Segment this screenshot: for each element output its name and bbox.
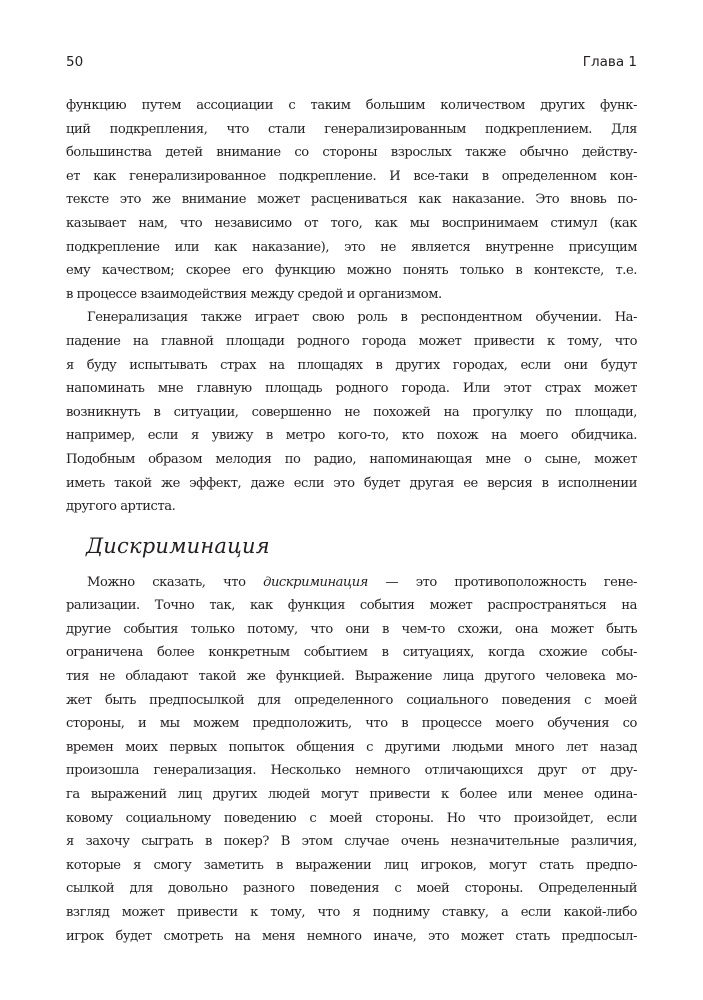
text-line: ему качеством; скорее его функцию можно понять только в контексте, т.е. bbox=[66, 263, 637, 279]
text-line: игрок будет смотреть на меня немного иначе, это может стать предпосыл- bbox=[66, 928, 637, 944]
page-number: 50 bbox=[66, 54, 84, 70]
text-line: большинства детей внимание со стороны взрослых также обычно действу- bbox=[66, 145, 637, 161]
text-line: жет быть предпосылкой для определенного социального поведения с моей bbox=[66, 692, 637, 708]
text-line: иметь такой же эффект, даже если это будет другая ее версия в исполнении bbox=[66, 475, 637, 491]
section-heading: Дискриминация bbox=[86, 533, 270, 558]
text-line: ковому социальному поведению с моей стороны. Но что произойдет, если bbox=[66, 810, 637, 826]
text-line: времен моих первых попыток общения с другими людьми много лет назад bbox=[66, 739, 637, 755]
text-line: подкрепление или как наказание), это не является внутренне присущим bbox=[66, 239, 637, 255]
text-line: сылкой для довольно разного поведения с моей стороны. Определенный bbox=[66, 881, 637, 897]
text-line: взгляд может привести к тому, что я подниму ставку, а если какой-либо bbox=[66, 905, 637, 920]
text-line: Генерализация также играет свою роль в респондентном обучении. На- bbox=[87, 310, 637, 326]
text-line: тия не обладают такой же функцией. Выражение лица другого человека мо- bbox=[66, 669, 637, 685]
text-line: стороны, и мы можем предположить, что в процессе моего обучения со bbox=[66, 716, 637, 732]
text-line: которые я смогу заметить в выражении лиц игроков, могут стать предпо- bbox=[66, 857, 637, 873]
text-line bbox=[66, 571, 637, 595]
paragraph bbox=[66, 306, 637, 518]
running-header bbox=[66, 54, 637, 70]
paragraph bbox=[66, 94, 637, 306]
page-body bbox=[66, 94, 637, 948]
text-run: Можно сказать, что bbox=[87, 574, 264, 590]
text-line: например, если я увижу в метро кого-то, кто похож на моего обидчика. bbox=[66, 428, 637, 444]
chapter-title: Глава 1 bbox=[582, 54, 637, 70]
text-line: другого артиста. bbox=[66, 499, 176, 515]
emphasis-term: дискриминация bbox=[263, 574, 368, 590]
text-line: другие события только потому, что они в чем-то схожи, она может быть bbox=[66, 621, 637, 637]
text-line: в процессе взаимодействия между средой и организмом. bbox=[66, 286, 442, 302]
text-line: возникнуть в ситуации, совершенно не похожей на прогулку по площади, bbox=[66, 404, 637, 420]
text-line: ций подкрепления, что стали генерализированным подкреплением. Для bbox=[66, 121, 637, 137]
text-line: ет как генерализированное подкрепление. И все-таки в определенном кон- bbox=[66, 168, 637, 184]
text-line: ограничена более конкретным событием в ситуациях, когда схожие собы- bbox=[66, 645, 637, 661]
text-line: произошла генерализация. Несколько немного отличающихся друг от дру- bbox=[66, 763, 637, 779]
text-line: падение на главной площади родного города может привести к тому, что bbox=[66, 333, 637, 349]
text-run: — это противоположность гене- bbox=[367, 574, 637, 590]
paragraph bbox=[66, 571, 637, 949]
text-line: казывает нам, что независимо от того, как мы воспринимаем стимул (как bbox=[66, 215, 637, 231]
text-line: напоминать мне главную площадь родного города. Или этот страх может bbox=[66, 381, 637, 397]
text-line: Подобным образом мелодия по радио, напоминающая мне о сыне, может bbox=[66, 451, 637, 467]
text-line: рализации. Точно так, как функция события может распространяться на bbox=[66, 598, 637, 614]
text-line: функцию путем ассоциации с таким большим количеством других функ- bbox=[66, 98, 637, 113]
text-line: га выражений лиц других людей могут привести к более или менее одина- bbox=[66, 787, 637, 803]
text-line: тексте это же внимание может расцениваться как наказание. Это вновь по- bbox=[66, 192, 637, 208]
text-line: я буду испытывать страх на площадях в других городах, если они будут bbox=[66, 357, 637, 373]
text-line: я захочу сыграть в покер? В этом случае очень незначительные различия, bbox=[66, 834, 637, 850]
